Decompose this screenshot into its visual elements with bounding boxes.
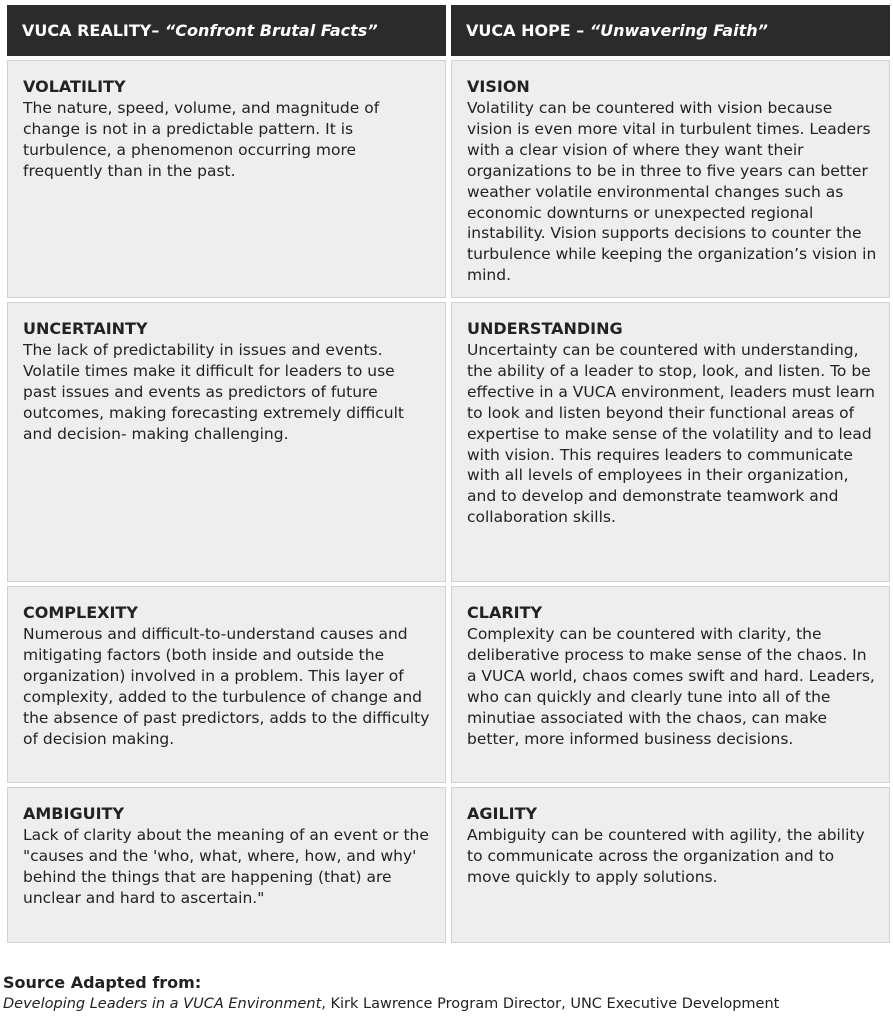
cell-title: AGILITY bbox=[467, 804, 538, 823]
hope-cell-vision bbox=[451, 60, 890, 298]
table-row bbox=[7, 60, 891, 298]
hope-cell-understanding bbox=[451, 302, 890, 582]
source-attribution bbox=[3, 972, 891, 1014]
header-hope-quote: “Unwavering Faith” bbox=[589, 21, 768, 40]
table-row bbox=[7, 302, 891, 582]
cell-title: UNDERSTANDING bbox=[467, 319, 623, 338]
cell-title: COMPLEXITY bbox=[23, 603, 138, 622]
table-row bbox=[7, 586, 891, 783]
hope-cell-clarity bbox=[451, 586, 890, 783]
cell-title: UNCERTAINTY bbox=[23, 319, 148, 338]
cell-text: The lack of predictability in issues and events. Volatile times make it difficult for leaders to use past issues and events as predictors of future outcomes, making forecasting extremely difficult and decision- making challenging. bbox=[23, 341, 404, 443]
cell-text: Uncertainty can be countered with understanding, the ability of a leader to stop, look, and listen. To be effective in a VUCA environment, leaders must learn to look and listen beyond their functional areas of expertise to make sense of the volatility and to lead with vision. This requires leaders to communicate with all levels of employees in their organization, and to develop and demonstrate teamwork and collaboration skills. bbox=[467, 341, 876, 527]
table-row bbox=[7, 787, 891, 943]
header-reality-prefix: VUCA REALITY– bbox=[22, 21, 165, 40]
cell-title: CLARITY bbox=[467, 603, 543, 622]
cell-text: Numerous and difficult-to-understand causes and mitigating factors (both inside and outside the organization) involved in a problem. This layer of complexity, added to the turbulence of change and the absence of past predictors, adds to the difficulty of decision making. bbox=[23, 625, 430, 748]
source-details: , Kirk Lawrence Program Director, UNC Executive Development bbox=[321, 996, 780, 1012]
cell-title: AMBIGUITY bbox=[23, 804, 125, 823]
cell-text: Ambiguity can be countered with agility, the ability to communicate across the organization and to move quickly to apply solutions. bbox=[467, 826, 865, 886]
vuca-table bbox=[7, 5, 891, 947]
cell-text: Complexity can be countered with clarity, the deliberative process to make sense of the chaos. In a VUCA world, chaos comes swift and hard. Leaders, who can quickly and clearly tune into all of the minutiae associated with the chaos, can make better, more informed business decisions. bbox=[467, 625, 875, 748]
header-reality bbox=[7, 5, 446, 56]
header-row bbox=[7, 5, 891, 56]
header-hope-prefix: VUCA HOPE – bbox=[466, 21, 590, 40]
cell-text: The nature, speed, volume, and magnitude of change is not in a predictable pattern. It is turbulence, a phenomenon occurring more frequently than in the past. bbox=[23, 99, 380, 180]
reality-cell-ambiguity bbox=[7, 787, 446, 943]
reality-cell-uncertainty bbox=[7, 302, 446, 582]
header-reality-quote: “Confront Brutal Facts” bbox=[164, 21, 378, 40]
source-work-title: Developing Leaders in a VUCA Environment bbox=[3, 996, 322, 1012]
source-citation bbox=[3, 994, 891, 1014]
cell-text: Lack of clarity about the meaning of an event or the "causes and the 'who, what, where, how, and why' behind the things that are happening (that) are unclear and hard to ascertain." bbox=[23, 826, 429, 907]
cell-title: VOLATILITY bbox=[23, 77, 126, 96]
cell-title: VISION bbox=[467, 77, 530, 96]
hope-cell-agility bbox=[451, 787, 890, 943]
reality-cell-complexity bbox=[7, 586, 446, 783]
source-label: Source Adapted from: bbox=[3, 973, 202, 992]
reality-cell-volatility bbox=[7, 60, 446, 298]
header-hope bbox=[451, 5, 890, 56]
cell-text: Volatility can be countered with vision because vision is even more vital in turbulent times. Leaders with a clear vision of where they want their organizations to be in three to five years can better weather volatile environmental changes such as economic downturns or unexpected regional instability. Vision supports decisions to counter the turbulence while keeping the organization’s vision in mind. bbox=[467, 99, 877, 285]
